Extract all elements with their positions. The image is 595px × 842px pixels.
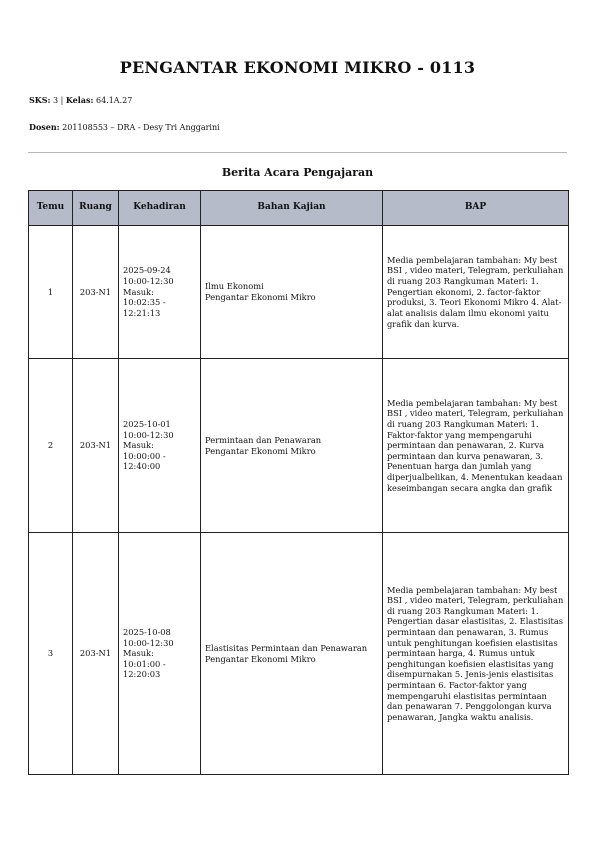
cell-temu: 1 [29, 226, 73, 359]
kehadiran-label: Masuk: [123, 648, 154, 659]
column-header-bahan-kajian: Bahan Kajian [201, 191, 383, 226]
bahan-topic: Permintaan dan Penawaran [205, 434, 322, 445]
cell-bap: Media pembelajaran tambahan: My best BSI , video materi, Telegram, perkuliahan di ruang 203 Rangkuman Materi: 1. Faktor-faktor yang mempengaruhi permintaan dan penawaran, 2. Kurva permintaan dan kurva penawaran, 3. Penentuan harga dan jumlah yang diperjualbelikan, 4. Menentukan keadaan keseimbangan secara angka dan grafik [383, 359, 569, 533]
column-header-kehadiran: Kehadiran [119, 191, 201, 226]
cell-temu: 2 [29, 359, 73, 533]
kehadiran-date: 2025-10-08 [123, 626, 171, 637]
bahan-topic: Elastisitas Permintaan dan Penawaran [205, 642, 368, 653]
cell-kehadiran [119, 533, 201, 775]
cell-ruang: 203-N1 [73, 359, 119, 533]
cell-ruang: 203-N1 [73, 226, 119, 359]
bahan-course: Pengantar Ekonomi Mikro [205, 292, 316, 302]
cell-kehadiran [119, 359, 201, 533]
bahan-topic: Ilmu Ekonomi [205, 281, 264, 292]
kelas-label: Kelas: [65, 95, 94, 105]
kehadiran-start: 10:01:00 - [123, 658, 166, 669]
kehadiran-end: 12:40:00 [123, 461, 161, 472]
bahan-course: Pengantar Ekonomi Mikro [205, 653, 316, 664]
bap-table [28, 190, 569, 775]
kehadiran-label: Masuk: [123, 286, 154, 297]
dosen-value: 201108553 – DRA - Desy Tri Anggarini [59, 123, 220, 132]
dosen-label: Dosen: [29, 122, 60, 132]
kehadiran-start: 10:02:35 - [123, 297, 166, 308]
cell-bahan-kajian [201, 226, 383, 359]
table-row [29, 533, 569, 775]
kehadiran-label: Masuk: [123, 440, 154, 451]
cell-bap: Media pembelajaran tambahan: My best BSI , video materi, Telegram, perkuliahan di ruang 203 Rangkuman Materi: 1. Pengertian dasar elastisitas, 2. Elastisitas permintaan dan penawaran, 3. Rumus untuk penghitungan koefisien elastisitas permintaan harga, 4. Rumus untuk penghitungan koefisien elastisitas yang disempurnakan 5. Jenis-jenis elastisitas permintaan 6. Factor-faktor yang mempengaruhi elastisitas permintaan dan penawaran 7. Penggolongan kurva penawaran, Jangka waktu analisis. [383, 533, 569, 775]
section-title: Berita Acara Pengajaran [221, 166, 374, 179]
kehadiran-schedule: 10:00-12:30 [123, 276, 174, 287]
kelas-value: 64.1A.27 [93, 96, 133, 105]
column-header-temu: Temu [29, 191, 73, 226]
kehadiran-end: 12:20:03 [123, 669, 161, 680]
cell-bahan-kajian [201, 359, 383, 533]
sks-label: SKS: [29, 95, 51, 105]
cell-temu: 3 [29, 533, 73, 775]
column-header-ruang: Ruang [73, 191, 119, 226]
column-header-bap: BAP [383, 191, 569, 226]
kehadiran-end: 12:21:13 [123, 307, 161, 318]
cell-bahan-kajian [201, 533, 383, 775]
kehadiran-schedule: 10:00-12:30 [123, 429, 174, 440]
cell-ruang: 203-N1 [73, 533, 119, 775]
table-header-row [29, 191, 569, 226]
table-row [29, 226, 569, 359]
table-row [29, 359, 569, 533]
kehadiran-date: 2025-09-24 [123, 265, 171, 276]
page-title: PENGANTAR EKONOMI MIKRO - 0113 [119, 58, 476, 77]
kehadiran-schedule: 10:00-12:30 [123, 637, 174, 648]
course-meta [29, 95, 132, 105]
cell-kehadiran [119, 226, 201, 359]
cell-bap: Media pembelajaran tambahan: My best BSI , video materi, Telegram, perkuliahan di ruang 203 Rangkuman Materi: 1. Pengertian ekonomi, 2. factor-faktor produksi, 3. Teori Ekonomi Mikro 4. Alat-alat analisis dalam ilmu ekonomi yaitu grafik dan kurva. [383, 226, 569, 359]
kehadiran-start: 10:00:00 - [123, 450, 166, 461]
lecturer-meta [29, 122, 220, 132]
kehadiran-date: 2025-10-01 [123, 418, 171, 429]
divider [28, 152, 567, 153]
bahan-course: Pengantar Ekonomi Mikro [205, 445, 316, 456]
sks-value: 3 | [50, 96, 66, 105]
